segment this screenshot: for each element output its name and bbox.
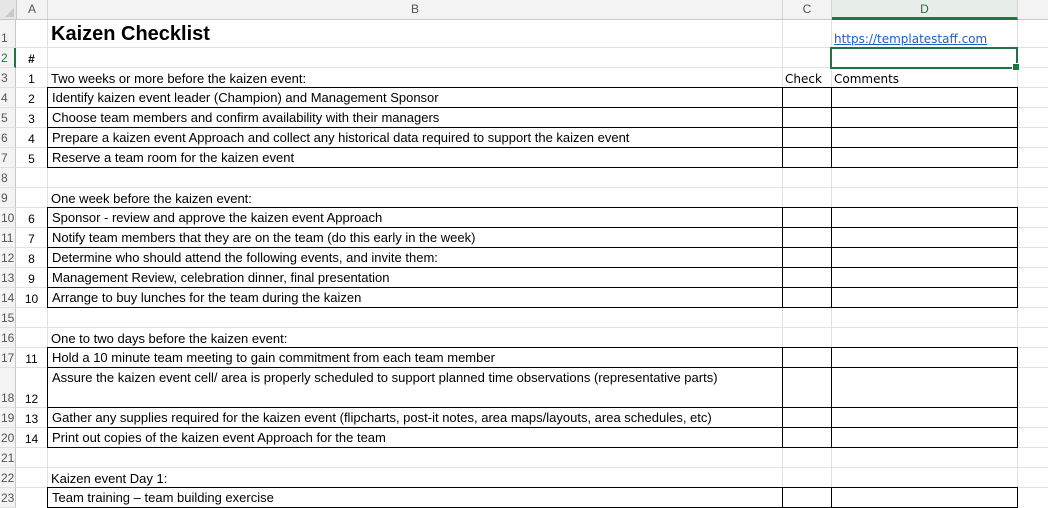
comments-column-header[interactable]: Comments <box>834 72 900 86</box>
row-header-12[interactable]: 12 <box>0 248 16 268</box>
row-header-8[interactable]: 8 <box>0 168 16 188</box>
item-check-cell[interactable] <box>782 107 832 128</box>
section-number[interactable]: 1 <box>28 72 35 86</box>
item-number: 9 <box>28 272 35 286</box>
item-text[interactable]: Management Review, celebration dinner, final presentation <box>47 267 783 288</box>
row-header-22[interactable]: 22 <box>0 468 16 488</box>
row-header-10[interactable]: 10 <box>0 208 16 228</box>
item-text[interactable]: Sponsor - review and approve the kaizen event Approach <box>47 207 783 228</box>
column-header-a[interactable]: A <box>17 0 48 19</box>
row-header-2[interactable]: 2 <box>0 48 16 68</box>
row-header-15[interactable]: 15 <box>0 308 16 328</box>
column-header-c[interactable]: C <box>783 0 832 19</box>
item-check-cell[interactable] <box>782 407 832 428</box>
item-comments-cell[interactable] <box>831 107 1018 128</box>
row-header-4[interactable]: 4 <box>0 88 16 108</box>
item-comments-cell[interactable] <box>831 207 1018 228</box>
item-text[interactable]: Print out copies of the kaizen event Approach for the team <box>47 427 783 448</box>
item-text[interactable]: Team training – team building exercise <box>47 487 783 508</box>
item-check-cell[interactable] <box>782 267 832 288</box>
item-number: 7 <box>28 232 35 246</box>
row-header-11[interactable]: 11 <box>0 228 16 248</box>
number-column-header[interactable]: # <box>28 52 35 66</box>
item-check-cell[interactable] <box>782 127 832 148</box>
item-text[interactable]: Choose team members and confirm availability with their managers <box>47 107 783 128</box>
item-text[interactable]: Arrange to buy lunches for the team during the kaizen <box>47 287 783 308</box>
row-header-9[interactable]: 9 <box>0 188 16 208</box>
item-check-cell[interactable] <box>782 247 832 268</box>
item-comments-cell[interactable] <box>831 127 1018 148</box>
row-header-16[interactable]: 16 <box>0 328 16 348</box>
item-number: 8 <box>28 252 35 266</box>
row-header-6[interactable]: 6 <box>0 128 16 148</box>
column-header-d[interactable]: D <box>832 0 1018 20</box>
item-comments-cell[interactable] <box>831 267 1018 288</box>
row-header-17[interactable]: 17 <box>0 348 16 368</box>
item-check-cell[interactable] <box>782 367 832 408</box>
item-number: 14 <box>24 432 39 446</box>
item-number: 3 <box>28 112 35 126</box>
row-header-7[interactable]: 7 <box>0 148 16 168</box>
item-check-cell[interactable] <box>782 347 832 368</box>
section-heading[interactable]: One to two days before the kaizen event: <box>51 331 288 346</box>
item-text[interactable]: Notify team members that they are on the team (do this early in the week) <box>47 227 783 248</box>
item-check-cell[interactable] <box>782 87 832 108</box>
column-header-bar <box>0 0 1048 20</box>
item-text[interactable]: Identify kaizen event leader (Champion) and Management Sponsor <box>47 87 783 108</box>
item-number: 6 <box>28 212 35 226</box>
item-text[interactable]: Hold a 10 minute team meeting to gain commitment from each team member <box>47 347 783 368</box>
section-heading[interactable]: Kaizen event Day 1: <box>51 471 168 486</box>
column-header-b[interactable]: B <box>48 0 783 19</box>
item-number: 10 <box>24 292 39 306</box>
sheet-title[interactable]: Kaizen Checklist <box>51 23 210 45</box>
row-header-20[interactable]: 20 <box>0 428 16 448</box>
item-check-cell[interactable] <box>782 227 832 248</box>
row-header-14[interactable]: 14 <box>0 288 16 308</box>
item-check-cell[interactable] <box>782 287 832 308</box>
row-header-1[interactable]: 1 <box>0 20 16 48</box>
item-text[interactable]: Determine who should attend the following events, and invite them: <box>47 247 783 268</box>
item-text[interactable]: Gather any supplies required for the kaizen event (flipcharts, post-it notes, area maps/layouts, area schedules, etc) <box>47 407 783 428</box>
templatestaff-link[interactable]: https://templatestaff.com <box>834 32 988 46</box>
row-header-21[interactable]: 21 <box>0 448 16 468</box>
row-header-3[interactable]: 3 <box>0 68 16 88</box>
row-header-19[interactable]: 19 <box>0 408 16 428</box>
item-comments-cell[interactable] <box>831 87 1018 108</box>
item-comments-cell[interactable] <box>831 367 1018 408</box>
section-heading[interactable]: One week before the kaizen event: <box>51 191 252 206</box>
item-check-cell[interactable] <box>782 147 832 168</box>
item-number: 4 <box>28 132 35 146</box>
spreadsheet-grid[interactable] <box>16 20 1048 505</box>
item-text[interactable]: Prepare a kaizen event Approach and collect any historical data required to support the kaizen event <box>47 127 783 148</box>
item-number: 12 <box>24 392 39 406</box>
check-column-header[interactable]: Check <box>785 72 822 86</box>
item-number: 11 <box>25 352 38 366</box>
item-check-cell[interactable] <box>782 487 832 508</box>
section-heading[interactable]: Two weeks or more before the kaizen event: <box>51 71 307 86</box>
item-comments-cell[interactable] <box>831 147 1018 168</box>
row-header-18[interactable]: 18 <box>0 368 16 408</box>
item-comments-cell[interactable] <box>831 487 1018 508</box>
item-text[interactable]: Assure the kaizen event cell/ area is properly scheduled to support planned time observations (representative parts) <box>47 367 783 408</box>
row-header-23[interactable]: 23 <box>0 488 16 508</box>
item-comments-cell[interactable] <box>831 427 1018 448</box>
item-comments-cell[interactable] <box>831 227 1018 248</box>
item-number: 2 <box>28 92 35 106</box>
item-number: 13 <box>24 412 39 426</box>
item-comments-cell[interactable] <box>831 247 1018 268</box>
item-check-cell[interactable] <box>782 207 832 228</box>
item-comments-cell[interactable] <box>831 347 1018 368</box>
row-header-13[interactable]: 13 <box>0 268 16 288</box>
select-all-button[interactable] <box>0 0 17 19</box>
item-comments-cell[interactable] <box>831 287 1018 308</box>
item-comments-cell[interactable] <box>831 407 1018 428</box>
row-header-5[interactable]: 5 <box>0 108 16 128</box>
item-number: 5 <box>28 152 35 166</box>
item-check-cell[interactable] <box>782 427 832 448</box>
item-text[interactable]: Reserve a team room for the kaizen event <box>47 147 783 168</box>
active-cell-d2[interactable] <box>830 47 1018 69</box>
